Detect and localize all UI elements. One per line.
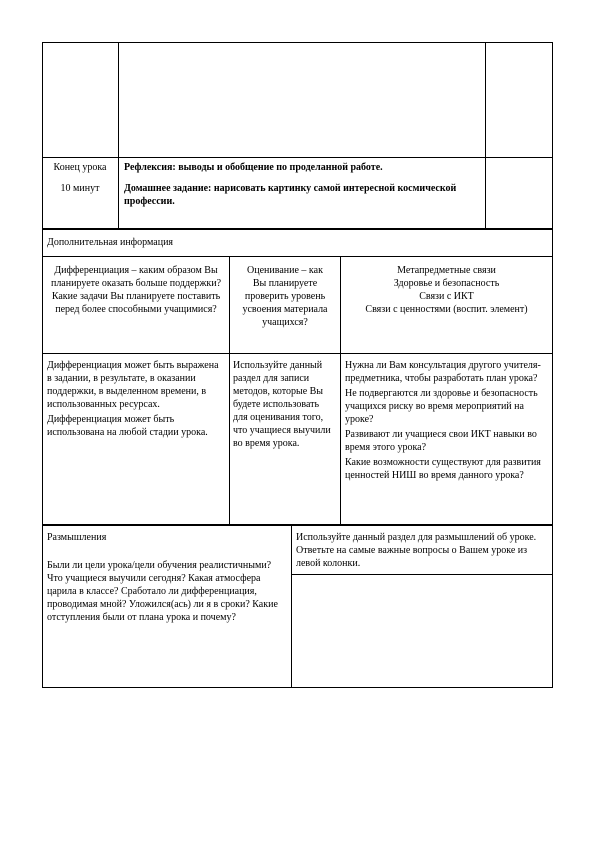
- differentiation-paragraph: Дифференциация может быть выражена в задании, в результате, в оказании поддержки, в выделенном времени, в использованных ресурсах.: [47, 360, 219, 410]
- reflection-col-divider: [291, 525, 292, 688]
- crosscurricular-question: Развивают ли учащиеся свои ИКТ навыки во время этого урока?: [345, 429, 537, 453]
- crosscurricular-question: Не подвергаются ли здоровье и безопасность учащихся риску во время мероприятий на уроке?: [345, 388, 538, 425]
- crosscurricular-header-line-3: Связи с ИКТ: [419, 291, 474, 302]
- top-table-divider-left: [118, 42, 119, 229]
- additional-info-header-divider: [42, 353, 553, 354]
- additional-info-col-divider-1: [229, 256, 230, 525]
- assessment-body: Используйте данный раздел для записи методов, которые Вы будете использовать для оценивания того, что учащиеся выучили во время урока.: [233, 360, 331, 449]
- reflection-stage-text: Рефлексия: выводы и обобщение по проделанной работе.: [124, 162, 383, 173]
- assessment-header: Оценивание – как Вы планируете проверить уровень усвоения материала учащихся?: [242, 265, 328, 328]
- reflection-right-row-divider: [291, 574, 553, 575]
- additional-info-title-divider: [42, 256, 553, 257]
- crosscurricular-header-line-4: Связи с ценностями (воспит. элемент): [365, 304, 528, 315]
- crosscurricular-question: Нужна ли Вам консультация другого учителя-предметника, чтобы разработать план урока?: [345, 360, 541, 384]
- lesson-end-label: Конец урока: [53, 162, 107, 173]
- crosscurricular-body: [345, 359, 548, 484]
- crosscurricular-header-line-2: Здоровье и безопасность: [393, 278, 500, 289]
- additional-info-col-divider-2: [340, 256, 341, 525]
- top-table-divider-right: [485, 42, 486, 229]
- top-table-row-divider: [42, 157, 553, 158]
- differentiation-body: [47, 359, 223, 441]
- reflection-instruction: Используйте данный раздел для размышлений об уроке. Ответьте на самые важные вопросы о Вашем уроке из левой колонки.: [296, 532, 537, 569]
- crosscurricular-question: Какие возможности существуют для развития ценностей НИШ во время данного урока?: [345, 457, 541, 481]
- crosscurricular-header: [343, 264, 550, 316]
- reflection-title: Размышления: [47, 532, 107, 543]
- additional-info-title: Дополнительная информация: [47, 237, 174, 248]
- reflection-questions: Были ли цели урока/цели обучения реалистичными? Что учащиеся выучили сегодня? Какая атмосфера царила в классе? Сработало ли дифференциация, проводимая мной? Уложился(ась) ли я в сроки? Какие отступления были от плана урока и почему?: [47, 560, 278, 623]
- homework-text: Домашнее задание: нарисовать картинку самой интересной космической профессии.: [124, 183, 457, 207]
- differentiation-header: Дифференциация – каким образом Вы планируете оказать больше поддержки? Какие задачи Вы планируете поставить перед более способными учащимися?: [50, 265, 222, 315]
- lesson-end-duration: 10 минут: [60, 183, 100, 194]
- differentiation-paragraph: Дифференциация может быть использована на любой стадии урока.: [47, 414, 208, 438]
- crosscurricular-header-line-1: Метапредметные связи: [397, 265, 496, 276]
